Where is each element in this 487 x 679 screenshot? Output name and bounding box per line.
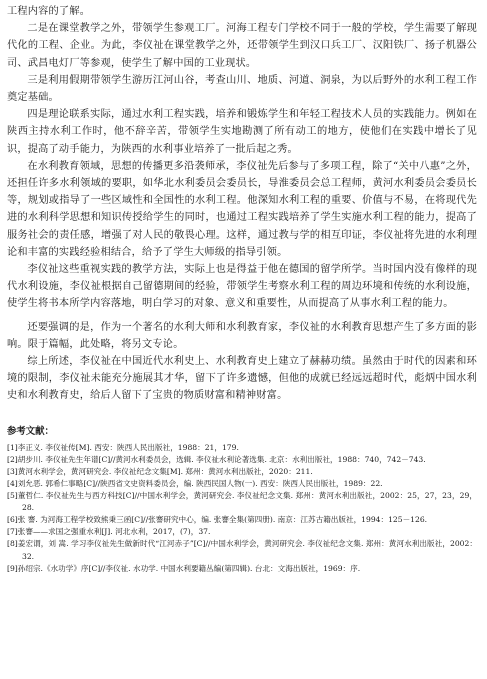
paragraph: 在水利教育领域，思想的传播更多沿袭师承，李仪祉先后参与了多项工程，除了“关中八惠”之外，还担任许多水利领域的要职，如华北水利委员会委员长，导淮委员会总工程师，黄河水利委员会委员长等，规划或指导了一些区域性和全国性的水利工程。他深知水利工程的重要、价值与不易，在将现代先进的水利科学思想和知识传授给学生的同时，也通过工程实践培养了学生实施水利工程的能力，提高了服务社会的责任感，增强了对人民的敬畏心理。这样，通过教与学的相互印证，李仪祉将先进的水利理论和丰富的实践经验相结合，给予了学生大师级的指导引领。 bbox=[7, 160, 477, 258]
reference-item: [7]张謇——求国之强重水利[J]. 河北水利，2017，(7)，37. bbox=[7, 527, 211, 537]
paragraph: 二是在课堂教学之外，带领学生参观工厂。河海工程专门学校不同于一般的学校，学生需要了解现代化的工程、企业。为此，李仪祉在课堂教学之外，还带领学生到汉口兵工厂、汉阳铁厂、扬子机器公司、武昌电灯厂等参观，使学生了解中国的工业现状。 bbox=[7, 23, 477, 69]
paragraph: 综上所述，李仪祉在中国近代水利史上、水利教育史上建立了赫赫功绩。虽然由于时代的因素和环境的限制，李仪祉未能充分施展其才华，留下了许多遗憾，但他的成就已经远远超时代，彪炳中国水利史和水利教育史，给后人留下了宝贵的物质财富和精神财富。 bbox=[7, 356, 477, 402]
reference-item: [8]姜宏谓，刘 嵩. 学习李仪祉先生做新时代“江河赤子”[C]//中国水利学会，黄河研究会. 李仪祉纪念文集. 郑州：黄河水利出版社，2002：32. bbox=[7, 539, 477, 561]
reference-item: [6]张 謇. 为河海工程学校致熊秉三函[C]//张謇研究中心，编. 张謇全集(第四册). 南京：江苏古籍出版社，1994：125－126. bbox=[7, 515, 428, 525]
paragraph: 工程内容的了解。 bbox=[7, 6, 91, 17]
reference-item: [2]胡步川. 李仪祉先生年谱[C]//黄河水利委员会，选辑. 李仪祉水利论著选集. 北京：水利出版社，1988：740，742－743. bbox=[7, 454, 426, 464]
body-text bbox=[7, 3, 477, 405]
paragraph: 三是利用假期带领学生游历江河山谷，考查山川、地质、河道、洞泉，为以后野外的水利工程工作奠定基础。 bbox=[7, 74, 477, 104]
reference-item: [9]孙绍宗.《水功学》序[C]//李仪祉. 水功学. 中国水利要籍丛编(第四辑). 台北：文海出版社，1969：序. bbox=[7, 563, 361, 573]
reference-item: [4]刘允恶. 郭希仁事略[C]//陕西省文史资料委员会，编. 陕西民国人物(一). 西安：陕西人民出版社，1989：22. bbox=[7, 478, 383, 488]
paragraph: 李仪祉这些重视实践的教学方法，实际上也是得益于他在德国的留学所学。当时国内没有像样的现代水利设施，李仪祉根据自己留德期间的经验，带领学生考察水利工程的周边环境和传统的水利设施，使学生将书本所学内容落地，明白学习的对象、意义和重要性，从而提高了从事水利工程的能力。 bbox=[7, 264, 477, 310]
paragraph: 还要强调的是，作为一个著名的水利大师和水利教育家，李仪祉的水利教育思想产生了多方面的影响。限于篇幅，此处略，将另文专论。 bbox=[7, 321, 477, 350]
reference-item: [3]黄河水利学会，黄河研究会. 李仪祉纪念文集[M]. 郑州：黄河水利出版社，2020：211. bbox=[7, 466, 313, 476]
paragraph: 四是理论联系实际，通过水利工程实践，培养和锻炼学生和年轻工程技术人员的实践能力。例如在陕西主持水利工作时，他不辞辛苦，带领学生实地勘测了所有动工的地方，使他们在实践中增长了见识，提高了动手能力，为陕西的水利事业培养了一批后起之秀。 bbox=[7, 109, 477, 155]
references-section bbox=[7, 423, 477, 575]
reference-item: [1]李正义. 李仪祉传[M]. 西安：陕西人民出版社，1988：21，179. bbox=[7, 442, 239, 452]
references-list bbox=[7, 442, 477, 575]
reference-item: [5]董哲仁. 李仪祉先生与西方科技[C]//中国水利学会，黄河研究会. 李仪祉纪念文集. 郑州：黄河水利出版社，2002：25，27，23，29，28. bbox=[7, 491, 477, 513]
references-title: 参考文献： bbox=[7, 425, 54, 437]
